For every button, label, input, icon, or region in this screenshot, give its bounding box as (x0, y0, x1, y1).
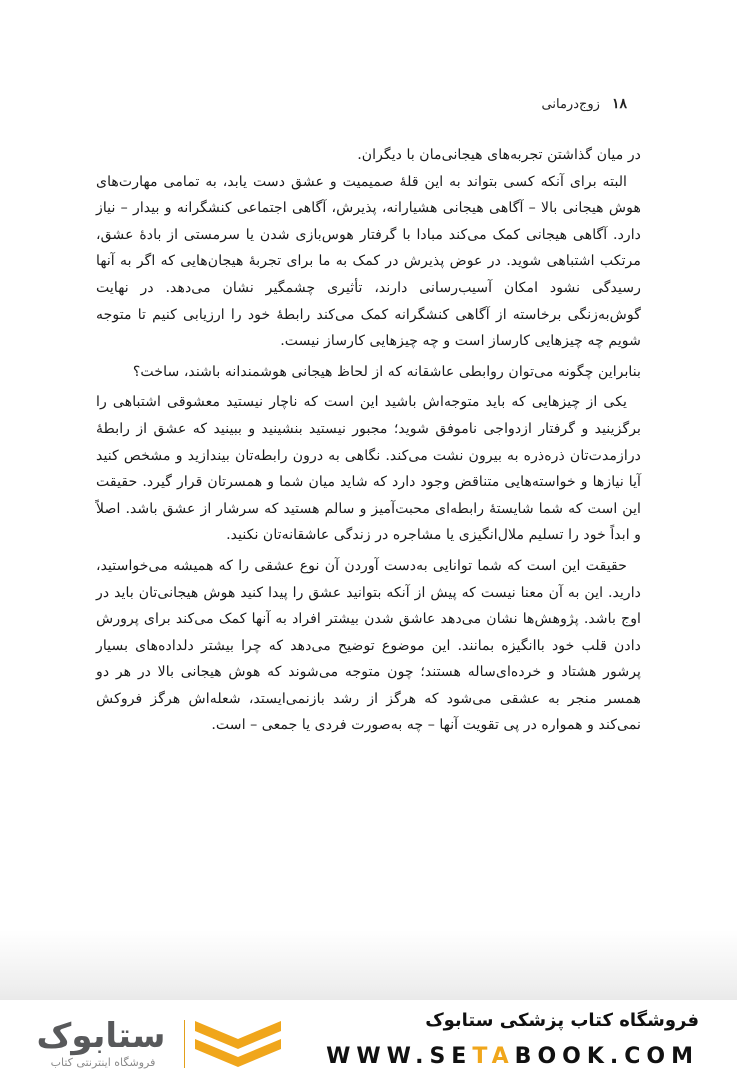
book-chevron-icon (195, 1017, 281, 1071)
url-prefix: WWW.SE (326, 1044, 473, 1069)
running-head (542, 96, 627, 112)
url-suffix: BOOK.COM (514, 1044, 699, 1069)
store-url[interactable] (326, 1044, 699, 1069)
paragraph-2: البته برای آنکه کسی بتواند به این قلهٔ صمیمیت و عشق دست یابد، به تمامی مهارت‌های هوش هیجانی بالا – آگاهی هیجانی هشیارانه، پذیرش، آگاهی اجتماعی کنشگرانه و بیدار – نیاز دارد. آگاهی هیجانی کمک می‌کند مبادا با گرفتار هوس‌بازی شدن یا سرمستی از بادهٔ عشق، مرتکب اشتباهی شوید. در عوض پذیرش در کمک به ما برای تجربهٔ هیجان‌هایی که اگر به آنها رسیدگی نشود امکان آسیب‌رسانی دارند، تأثیری چشمگیر نشان می‌دهد. در نهایت گوش‌به‌زنگی برخاسته از آگاهی کنشگرانه کمک می‌کند رابطهٔ خود را ارزیابی کنیم تا متوجه شویم چه چیزهایی کارساز است و چه چیزهایی کارساز نیست. (96, 173, 642, 350)
body-text (96, 142, 641, 739)
page-bottom-shadow (0, 930, 737, 1000)
book-title: زوج‌درمانی (541, 97, 600, 112)
page-number: ۱۸ (611, 96, 627, 112)
logo-word: ستابوک (36, 1016, 166, 1056)
url-highlight: TA (472, 1044, 515, 1069)
store-banner (0, 1000, 737, 1080)
logo-wordmark (24, 1016, 174, 1072)
store-name: فروشگاه کتاب پزشکی ستابوک (425, 1010, 699, 1031)
paragraph-1: در میان گذاشتن تجربه‌های هیجانی‌مان با دیگران. (357, 147, 641, 163)
paragraph-4: یکی از چیزهایی که باید متوجه‌اش باشید این است که ناچار نیستید معشوقی اشتباهی را برگزینید و گرفتار ازدواجی ناموفق شوید؛ مجبور نیستید بنشینید و ببینید که عشق از رابطهٔ درازمدت‌تان ذره‌ذره به بیرون نشت می‌کند. نگاهی به درون رابطه‌تان بیندازید و مشخص کنید آیا نیازها و خواسته‌هایی متناقض وجود دارد که شاید میان شما و همسرتان قرار گیرد. حقیقت این است که شما شایستهٔ رابطه‌ای محبت‌آمیز و سالم هستید که سرشار از عشق باشد. اصلاً و ابداً خود را تسلیم ملال‌انگیزی یا مشاجره در زندگی عاشقانه‌تان نکنید. (96, 394, 641, 544)
logo-subtitle: فروشگاه اینترنتی کتاب (50, 1056, 156, 1069)
paragraph-5: حقیقت این است که شما توانایی به‌دست آوردن آن نوع عشقی را که همیشه می‌خواستید، دارید. این به آن معنا نیست که پیش از آنکه بتوانید عشق را پیدا کنید هوش هیجانی‌تان باید در اوج باشد. پژوهش‌ها نشان می‌دهد عاشق شدن بیشتر افراد به آنها کمک می‌کند برای پرورش دادن قلب خود باانگیزه بمانند. این موضوع توضیح می‌دهد که چرا بیشتر دلداده‌های بسیار پرشور هشتاد و خرده‌ای‌ساله هستند؛ چون متوجه می‌شوند که هوش هیجانی بالا در هر دو همسر منجر به عشقی می‌شود که هرگز از رشد بازنمی‌ایستد، شعله‌اش هرگز فروکش نمی‌کند و همواره در پی تقویت آنها – چه به‌صورت فردی یا جمعی – است. (96, 557, 641, 734)
logo-divider (184, 1020, 185, 1068)
paragraph-3: بنابراین چگونه می‌توان روابطی عاشقانه که از لحاظ هیجانی هوشمندانه باشند، ساخت؟ (132, 363, 641, 380)
store-logo (24, 1016, 294, 1072)
